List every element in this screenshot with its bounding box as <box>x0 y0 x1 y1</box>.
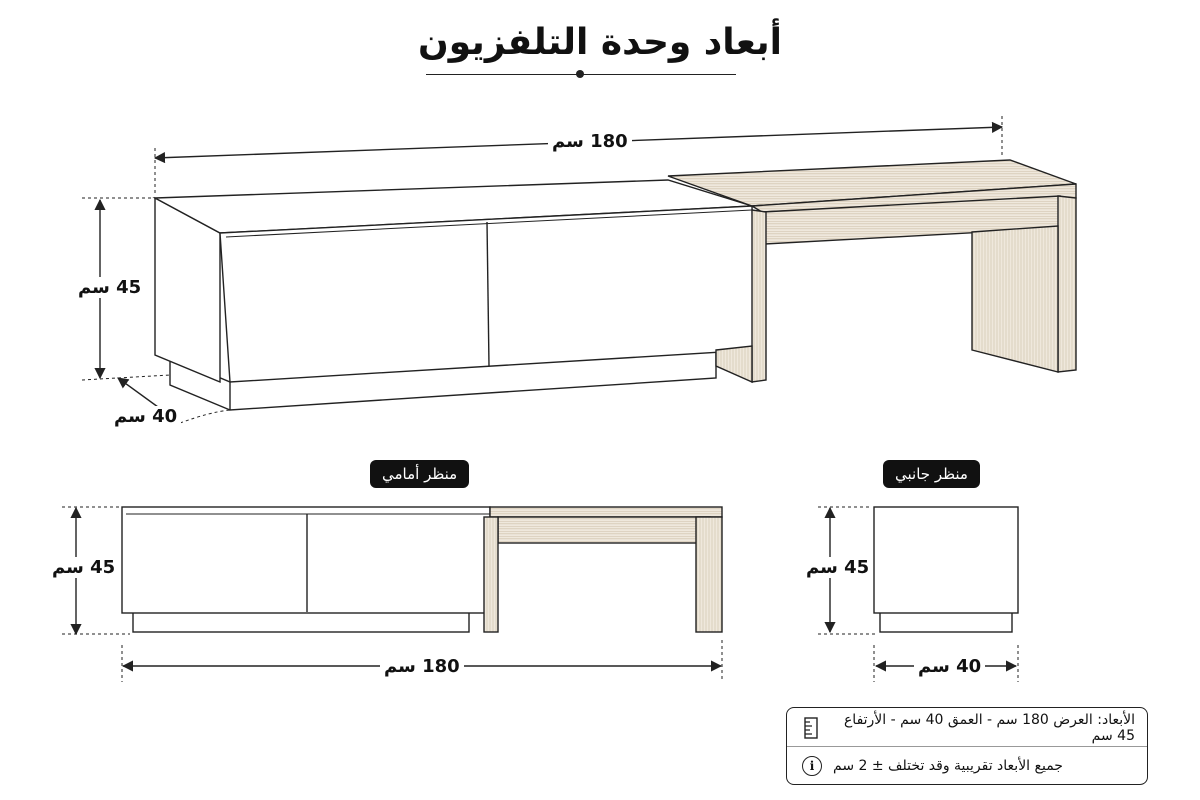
notes-tolerance-text: جميع الأبعاد تقريبية وقد تختلف ± 2 سم <box>833 758 1063 774</box>
perspective-depth-label: 40 سم <box>110 406 181 427</box>
front-view-badge: منظر أمامي <box>370 460 469 488</box>
notes-dimensions-row <box>801 712 1135 744</box>
perspective-width-label: 180 سم <box>548 131 632 152</box>
notes-divider <box>787 746 1147 747</box>
notes-dimensions-text: الأبعاد: العرض 180 سم - العمق 40 سم - الأرتفاع 45 سم <box>843 712 1135 744</box>
front-bench-apron <box>498 517 710 543</box>
front-plinth <box>133 612 469 632</box>
front-bench-top <box>490 507 722 517</box>
title-underline-dot <box>576 70 584 78</box>
side-view <box>874 507 1018 632</box>
side-plinth <box>880 612 1012 632</box>
side-height-label: 45 سم <box>802 557 873 578</box>
notes-tolerance-row <box>801 750 1135 782</box>
front-bench-leg-right <box>696 517 722 632</box>
front-view <box>122 507 722 632</box>
side-cabinet <box>874 507 1018 613</box>
perspective-bench-leg-left <box>752 210 766 382</box>
front-width-label: 180 سم <box>380 656 464 677</box>
front-cabinet <box>122 507 490 613</box>
ruler-icon <box>801 717 821 739</box>
info-icon: i <box>802 756 822 776</box>
perspective-height-label: 45 سم <box>74 277 145 298</box>
side-view-badge: منظر جانبي <box>883 460 980 488</box>
perspective-view <box>155 160 1076 410</box>
side-depth-label: 40 سم <box>914 656 985 677</box>
page-title: أبعاد وحدة التلفزيون <box>418 22 782 63</box>
front-height-label: 45 سم <box>48 557 119 578</box>
front-bench-leg-left <box>484 517 498 632</box>
perspective-bench-leg-right <box>1058 196 1076 372</box>
notes-box <box>786 707 1148 785</box>
